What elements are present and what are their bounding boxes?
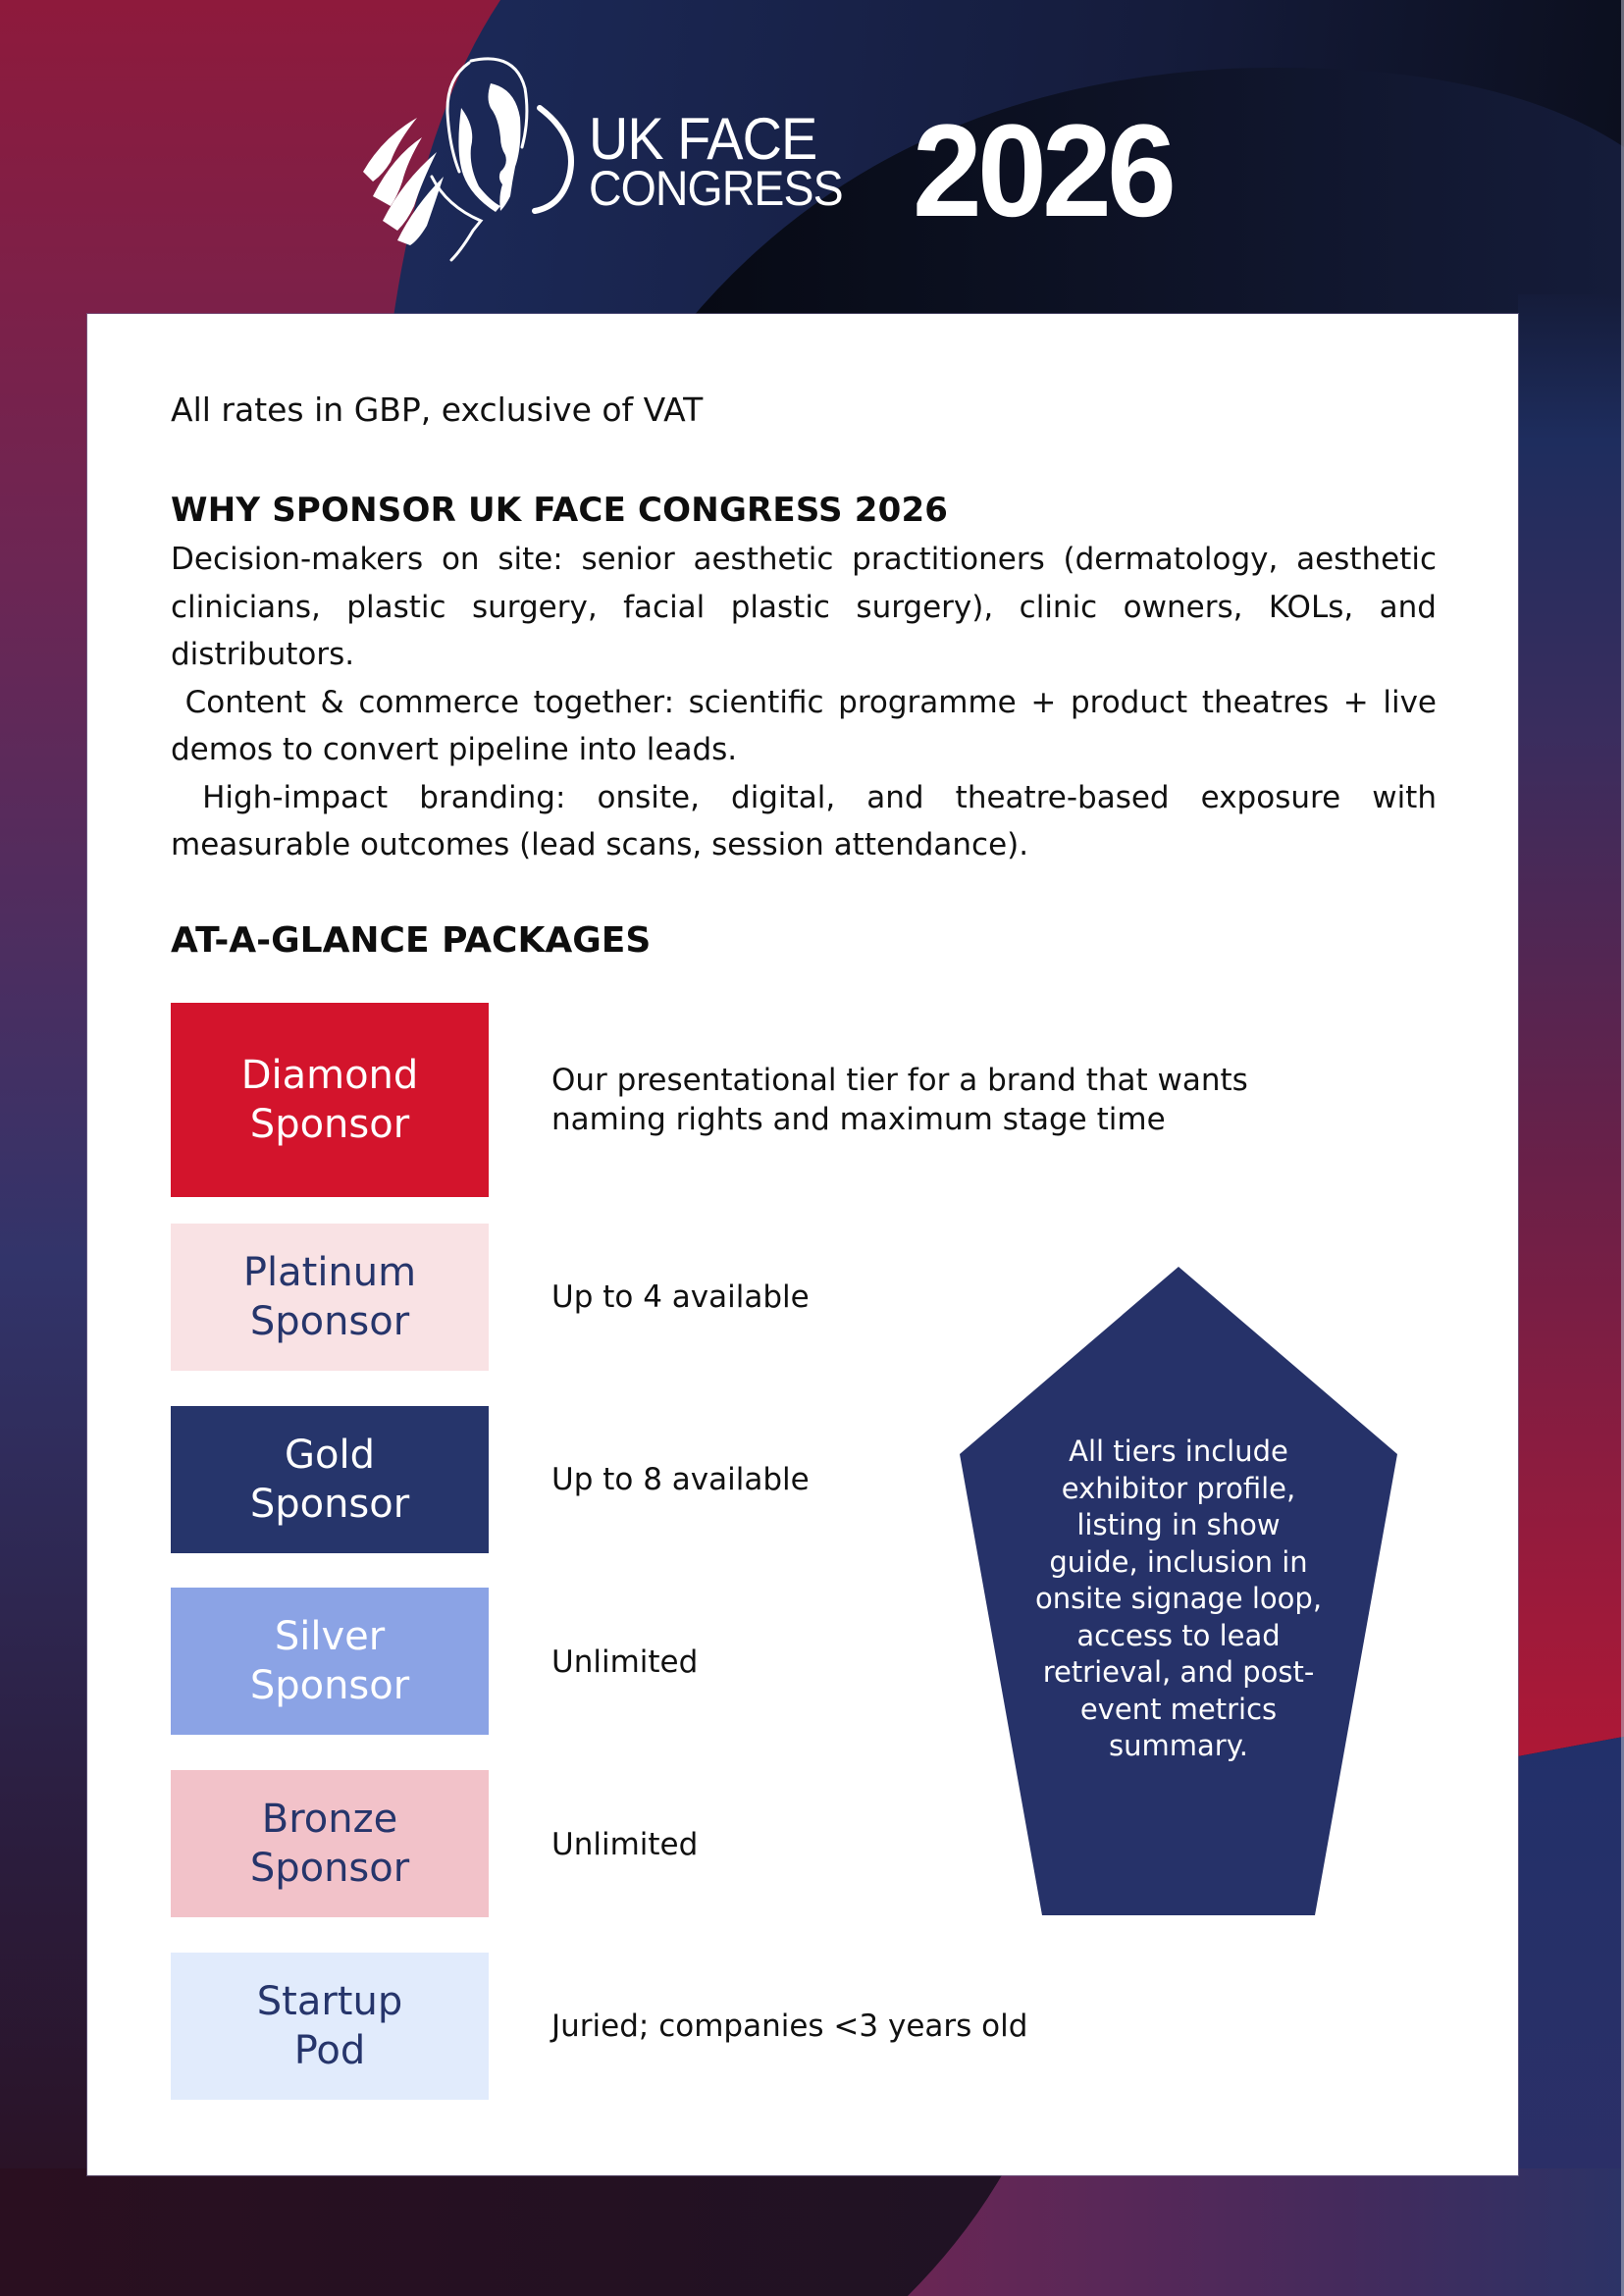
why-sponsor-heading: WHY SPONSOR UK FACE CONGRESS 2026 bbox=[171, 491, 949, 530]
why-paragraph: High-impact branding: onsite, digital, and theatre-based exposure with measurable outcomes (lead scans, session attendance). bbox=[171, 779, 1446, 862]
tier-description: Juried; companies <3 years old bbox=[551, 2009, 1028, 2044]
tier-name: Silver Sponsor bbox=[249, 1614, 410, 1708]
logo-year: 2026 bbox=[913, 98, 1173, 244]
bg-bottom-purple bbox=[908, 2168, 1624, 2296]
tier-name: Startup Pod bbox=[256, 1979, 403, 2073]
content-card bbox=[87, 314, 1518, 2175]
tier-description: Up to 4 available bbox=[551, 1279, 810, 1315]
packages-heading: AT-A-GLANCE PACKAGES bbox=[171, 920, 652, 961]
all-tiers-note: All tiers include exhibitor profile, listing in show guide, inclusion in onsite signage loop, access to lead retrieval, and post-event metrics summary. bbox=[1034, 1435, 1323, 1762]
rates-note: All rates in GBP, exclusive of VAT bbox=[171, 391, 704, 429]
why-sponsor-body bbox=[171, 536, 1446, 869]
tier-startup-pod bbox=[171, 1953, 489, 2100]
logo-line-1: UK FACE bbox=[589, 106, 817, 172]
tier-description: Up to 8 available bbox=[551, 1462, 810, 1497]
tier-platinum bbox=[171, 1224, 489, 1371]
why-paragraph: Content & commerce together: scientific programme + product theatres + live demos to convert pipeline into leads. bbox=[171, 684, 1446, 767]
tier-silver bbox=[171, 1588, 489, 1735]
tier-description: Unlimited bbox=[551, 1644, 699, 1680]
tier-bronze bbox=[171, 1770, 489, 1917]
tier-name: Bronze Sponsor bbox=[249, 1797, 410, 1891]
logo-line-2: CONGRESS bbox=[589, 161, 843, 216]
congress-logo bbox=[353, 49, 1276, 265]
tier-name: Platinum Sponsor bbox=[242, 1250, 417, 1344]
why-paragraph: Decision-makers on site: senior aesthetic practitioners (dermatology, aesthetic clinicians, plastic surgery, facial plastic surgery), clinic owners, KOLs, and distributors. bbox=[171, 542, 1437, 672]
tier-gold bbox=[171, 1406, 489, 1553]
tier-description: Our presentational tier for a brand that wants naming rights and maximum stage time bbox=[551, 1063, 1248, 1137]
bg-right-gradient bbox=[1518, 294, 1624, 1756]
tier-name: Gold Sponsor bbox=[249, 1433, 410, 1527]
tier-diamond bbox=[171, 1003, 489, 1197]
tier-description: Unlimited bbox=[551, 1827, 699, 1862]
face-logo-icon bbox=[353, 49, 589, 265]
tier-name: Diamond Sponsor bbox=[240, 1053, 419, 1147]
